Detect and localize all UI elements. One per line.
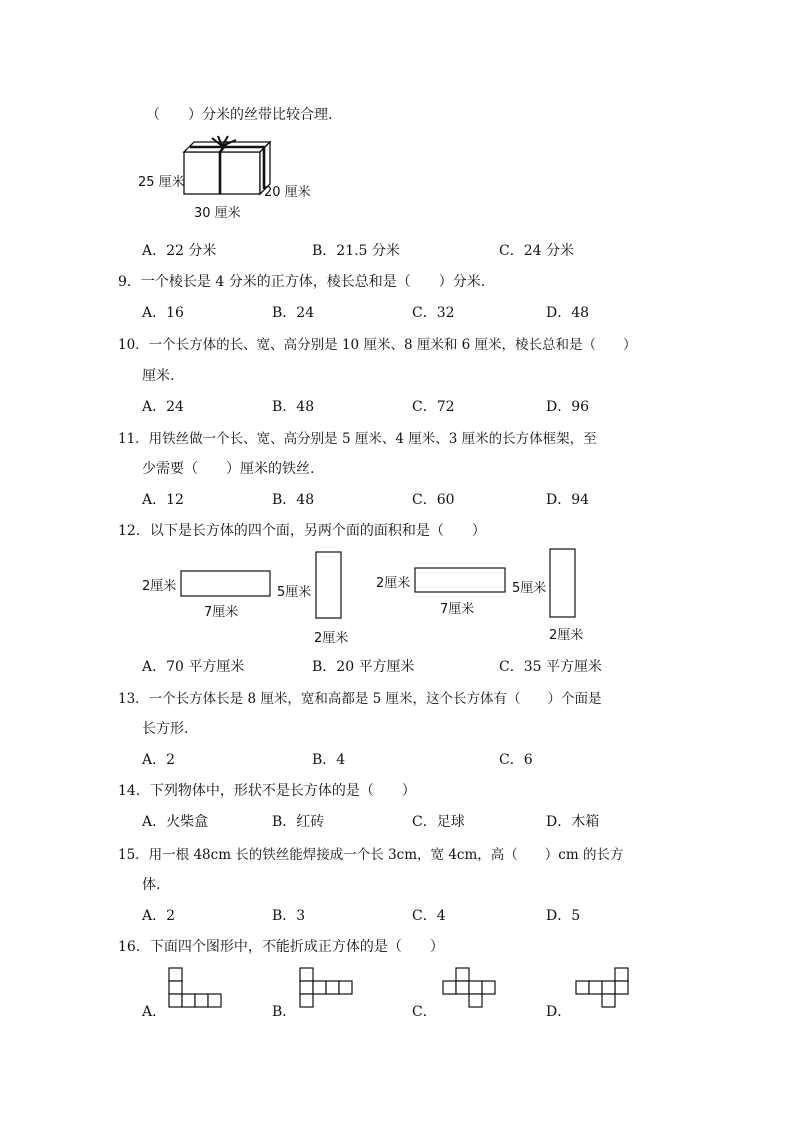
q15-option-d[interactable]: D．5 xyxy=(546,908,581,924)
q10-option-c[interactable]: C．72 xyxy=(412,399,455,415)
q15-option-b[interactable]: B．3 xyxy=(272,908,306,924)
q12-option-c[interactable]: C．35 平方厘米 xyxy=(499,659,602,675)
q11-text-line2: 少需要（ ）厘米的铁丝. xyxy=(142,461,315,477)
q9-option-d[interactable]: D．48 xyxy=(546,305,590,321)
q11-option-c[interactable]: C．60 xyxy=(412,492,455,508)
q16-option-b[interactable]: B． xyxy=(272,1004,297,1020)
q14-option-d[interactable]: D．木箱 xyxy=(546,814,600,830)
q10-option-d[interactable]: D．96 xyxy=(546,399,590,415)
q12-option-b[interactable]: B．20 平方厘米 xyxy=(312,659,415,675)
q13-option-a[interactable]: A．2 xyxy=(142,752,176,768)
q10-option-a[interactable]: A．24 xyxy=(142,399,184,415)
q11-text-line1: 11．用铁丝做一个长、宽、高分别是 5 厘米、4 厘米、3 厘米的长方体框架，至 xyxy=(118,431,597,447)
q14-option-a[interactable]: A．火柴盒 xyxy=(142,814,209,830)
q16-option-c[interactable]: C． xyxy=(412,1004,437,1020)
face3-side-label: 2厘米 xyxy=(376,576,411,591)
box-width-label: 20 厘米 xyxy=(264,185,311,200)
q9-text: 9．一个棱长是 4 分米的正方体，棱长总和是（ ）分米. xyxy=(118,274,486,290)
q9-option-c[interactable]: C．32 xyxy=(412,305,455,321)
q12-option-a[interactable]: A．70 平方厘米 xyxy=(142,659,245,675)
q12-text: 12．以下是长方体的四个面，另两个面的面积和是（ ） xyxy=(118,523,486,539)
q8-text: （ ）分米的丝带比较合理. xyxy=(146,107,333,123)
q8-option-c[interactable]: C．24 分米 xyxy=(499,243,574,259)
q16-option-d[interactable]: D． xyxy=(546,1004,572,1020)
q10-option-b[interactable]: B．48 xyxy=(272,399,315,415)
q13-text-line1: 13．一个长方体长是 8 厘米，宽和高都是 5 厘米，这个长方体有（ ）个面是 xyxy=(118,691,602,707)
face2-bottom-label: 2厘米 xyxy=(314,631,349,646)
q14-option-c[interactable]: C．足球 xyxy=(412,814,465,830)
q13-text-line2: 长方形. xyxy=(142,721,189,737)
q13-option-b[interactable]: B．4 xyxy=(312,752,346,768)
face4-side-label: 5厘米 xyxy=(512,581,547,596)
face1-side-label: 2厘米 xyxy=(142,579,177,594)
box-length-label: 30 厘米 xyxy=(194,206,241,221)
q11-option-b[interactable]: B．48 xyxy=(272,492,315,508)
q14-option-b[interactable]: B．红砖 xyxy=(272,814,325,830)
q16-option-a[interactable]: A． xyxy=(142,1004,167,1020)
q11-option-a[interactable]: A．12 xyxy=(142,492,184,508)
q15-option-a[interactable]: A．2 xyxy=(142,908,176,924)
face4-bottom-label: 2厘米 xyxy=(549,628,584,643)
q8-option-a[interactable]: A．22 分米 xyxy=(142,243,217,259)
face1-bottom-label: 7厘米 xyxy=(204,605,239,620)
q9-option-a[interactable]: A．16 xyxy=(142,305,184,321)
q11-option-d[interactable]: D．94 xyxy=(546,492,590,508)
box-height-label: 25 厘米 xyxy=(138,175,185,190)
q15-text-line2: 体. xyxy=(142,877,161,893)
q15-option-c[interactable]: C．4 xyxy=(412,908,446,924)
q16-text: 16．下面四个图形中，不能折成正方体的是（ ） xyxy=(118,939,444,955)
q13-option-c[interactable]: C．6 xyxy=(499,752,533,768)
q15-text-line1: 15．用一根 48cm 长的铁丝能焊接成一个长 3cm，宽 4cm，高（ ）cm 的长方 xyxy=(118,847,624,863)
q9-option-b[interactable]: B．24 xyxy=(272,305,315,321)
face3-bottom-label: 7厘米 xyxy=(440,602,475,617)
q10-text-line1: 10．一个长方体的长、宽、高分别是 10 厘米、8 厘米和 6 厘米，棱长总和是（ ） xyxy=(118,337,637,353)
q14-text: 14．下列物体中，形状不是长方体的是（ ） xyxy=(118,783,416,799)
q10-text-line2: 厘米. xyxy=(142,368,175,384)
face2-side-label: 5厘米 xyxy=(277,585,312,600)
q8-option-b[interactable]: B．21.5 分米 xyxy=(312,243,400,259)
